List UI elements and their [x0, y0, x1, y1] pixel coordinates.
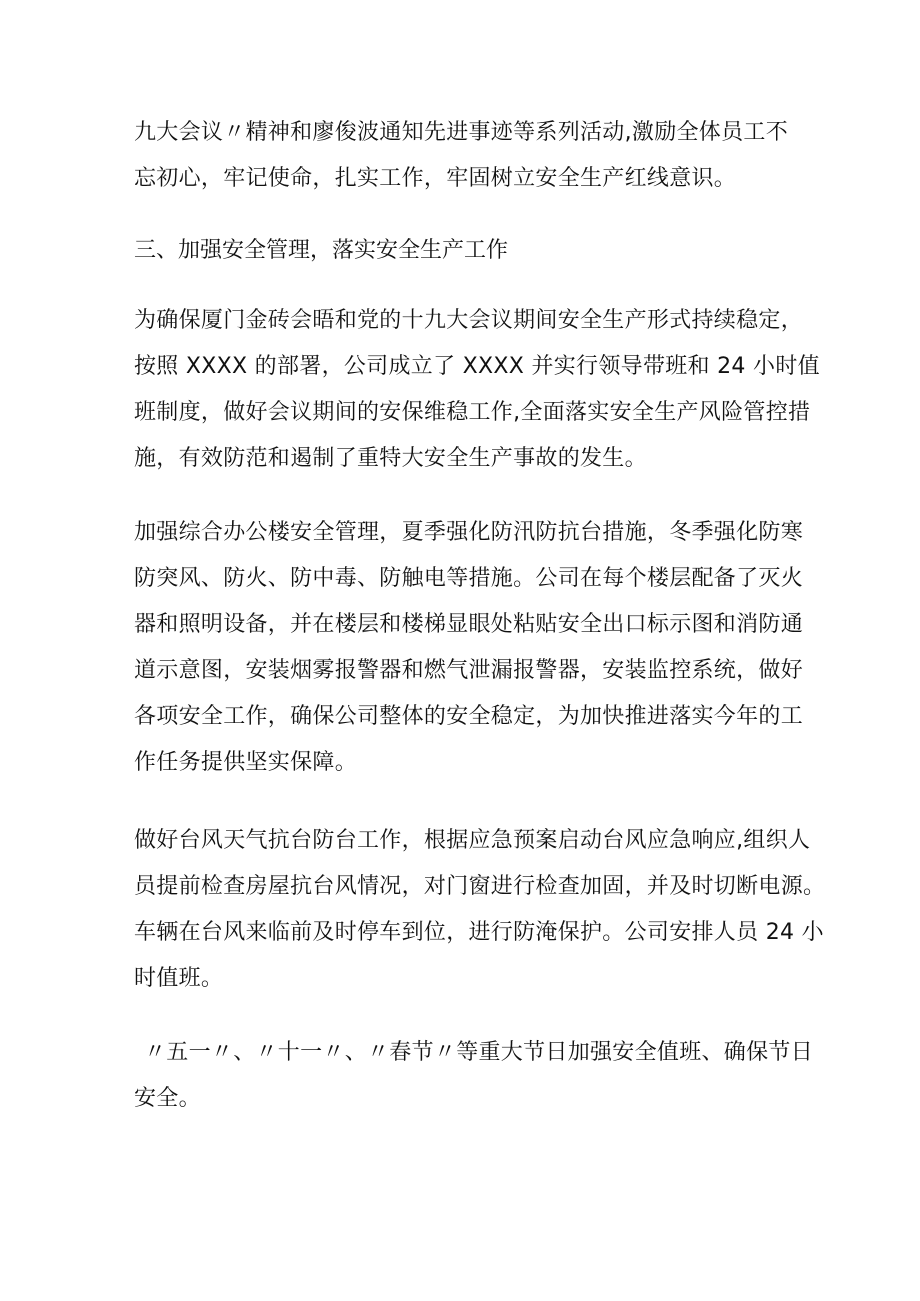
paragraph-line: 〃五一〃、〃十一〃、〃春节〃等重大节日加强安全值班、确保节日: [144, 1040, 814, 1065]
paragraph-line: 九大会议〃精神和廖俊波通知先进事迹等系列活动,激励全体员工不: [134, 120, 788, 145]
paragraph-line: 按照 XXXX 的部署，公司成立了 XXXX 并实行领导带班和 24 小时值: [134, 354, 820, 379]
paragraph-line: 忘初心，牢记使命，扎实工作，牢固树立安全生产红线意识。: [134, 166, 737, 191]
paragraph-line: 施，有效防范和遏制了重特大安全生产事故的发生。: [134, 446, 647, 471]
paragraph-line: 班制度，做好会议期间的安保维稳工作,全面落实安全生产风险管控措: [134, 400, 811, 425]
paragraph-line: 做好台风天气抗台防台工作，根据应急预案启动台风应急响应,组织人: [134, 828, 811, 853]
paragraph-line: 防突风、防火、防中毒、防触电等措施。公司在每个楼层配备了灭火: [134, 566, 804, 591]
paragraph-line: 作任务提供坚实保障。: [134, 750, 358, 775]
section-heading: [134, 228, 508, 274]
paragraph-line: 道示意图，安装烟雾报警器和燃气泄漏报警器，安装监控系统，做好: [134, 658, 804, 683]
paragraph-office-safety: [134, 510, 804, 786]
paragraph-line: 安全。: [134, 1086, 201, 1111]
section-heading-text: 三、加强安全管理，落实安全生产工作: [134, 238, 509, 263]
paragraph-line: 员提前检查房屋抗台风情况，对门窗进行检查加固，并及时切断电源。: [134, 874, 826, 899]
paragraph-summit-safety: [134, 298, 820, 482]
paragraph-activities: [134, 110, 804, 202]
paragraph-line: 加强综合办公楼安全管理，夏季强化防汛防抗台措施，冬季强化防寒: [134, 520, 804, 545]
paragraph-line: 各项安全工作，确保公司整体的安全稳定，为加快推进落实今年的工: [134, 704, 804, 729]
paragraph-holidays: [134, 1030, 814, 1122]
paragraph-typhoon: [134, 818, 826, 1002]
paragraph-line: 为确保厦门金砖会晤和党的十九大会议期间安全生产形式持续稳定，: [134, 308, 804, 333]
paragraph-line: 车辆在台风来临前及时停车到位，进行防淹保护。公司安排人员 24 小: [134, 920, 824, 945]
paragraph-line: 器和照明设备，并在楼层和楼梯显眼处粘贴安全出口标示图和消防通: [134, 612, 804, 637]
paragraph-line: 时值班。: [134, 966, 224, 991]
